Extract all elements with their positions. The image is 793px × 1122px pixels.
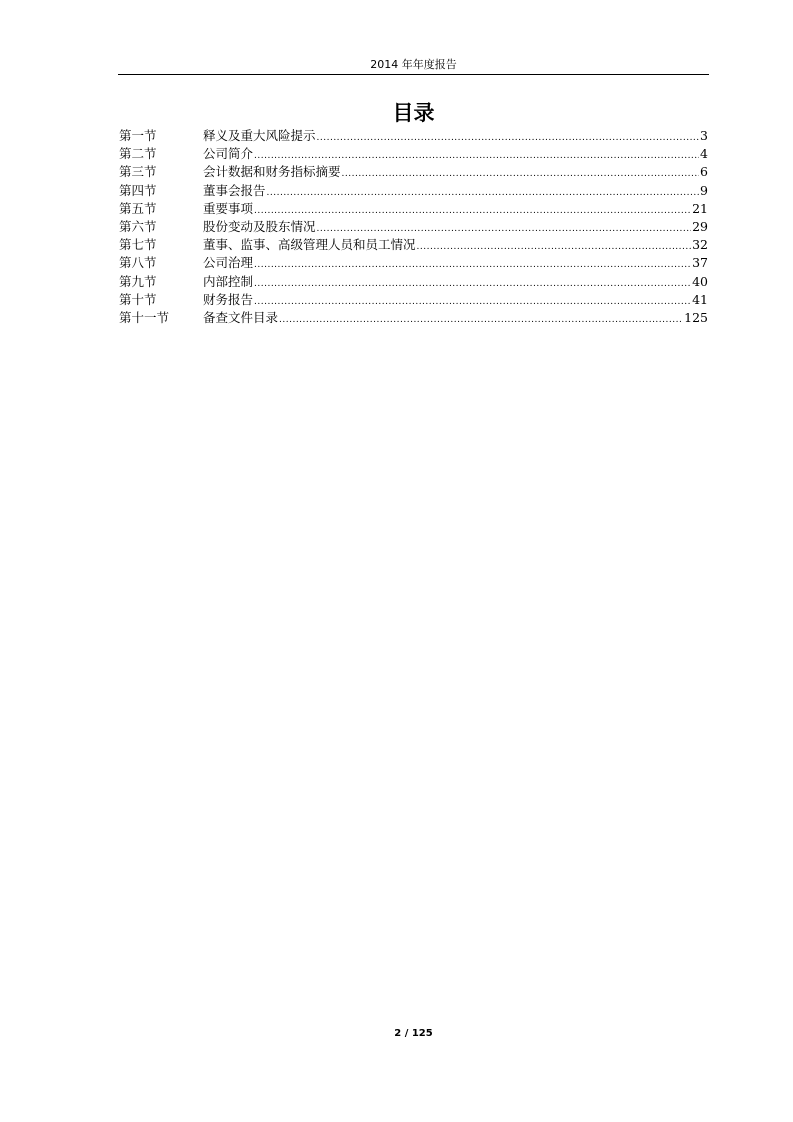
- toc-page-number: 125: [684, 309, 708, 325]
- toc-section-name: 公司简介: [203, 146, 254, 162]
- toc-entry[interactable]: [119, 291, 708, 309]
- footer-page-number: 2 / 125: [394, 1028, 433, 1039]
- toc-section-number: 第五节: [119, 200, 157, 216]
- toc-section-number: 第八节: [119, 255, 157, 271]
- toc-section-name: 董事会报告: [203, 182, 266, 198]
- toc-page-number: 37: [692, 255, 708, 271]
- toc-dot-leader: [342, 165, 700, 183]
- toc-section-name: 备查文件目录: [203, 309, 279, 325]
- toc-page-number: 40: [692, 273, 708, 289]
- toc-section-number: 第十节: [119, 291, 157, 307]
- toc-section-number: 第六节: [119, 218, 157, 234]
- toc-section-number: 第七节: [119, 237, 157, 253]
- toc-dot-leader: [279, 311, 683, 329]
- toc-section-name: 公司治理: [203, 255, 254, 271]
- toc-page-number: 3: [700, 128, 708, 143]
- toc-page-number: 29: [692, 218, 708, 234]
- toc-entry[interactable]: [119, 145, 708, 163]
- toc-section-number: 第二节: [119, 146, 157, 162]
- toc-entry[interactable]: [119, 127, 708, 145]
- toc-list: [119, 127, 708, 327]
- header-title: 2014 年年度报告: [370, 58, 457, 71]
- toc-entry[interactable]: [119, 200, 708, 218]
- toc-entry[interactable]: [119, 273, 708, 291]
- toc-page-number: 21: [692, 200, 708, 216]
- page-footer: [118, 1027, 709, 1041]
- toc-page-number: 9: [700, 182, 708, 198]
- toc-page-number: 4: [700, 146, 708, 162]
- toc-section-number: 第一节: [119, 128, 157, 143]
- toc-section-number: 第四节: [119, 182, 157, 198]
- toc-dot-leader: [254, 293, 691, 311]
- toc-entry[interactable]: [119, 309, 708, 327]
- toc-section-number: 第三节: [119, 164, 157, 180]
- toc-section-name: 释义及重大风险提示: [203, 128, 316, 143]
- toc-section-name: 董事、监事、高级管理人员和员工情况: [203, 237, 416, 253]
- toc-dot-leader: [317, 129, 700, 147]
- toc-dot-leader: [254, 202, 691, 220]
- toc-entry[interactable]: [119, 163, 708, 181]
- toc-section-number: 第十一节: [119, 309, 170, 325]
- toc-section-number: 第九节: [119, 273, 157, 289]
- toc-entry[interactable]: [119, 182, 708, 200]
- toc-entry[interactable]: [119, 218, 708, 236]
- toc-title: 目录: [392, 101, 435, 125]
- toc-entry[interactable]: [119, 254, 708, 272]
- toc-dot-leader: [254, 275, 691, 293]
- page-header: [118, 56, 709, 75]
- toc-entry[interactable]: [119, 236, 708, 254]
- toc-section-name: 重要事项: [203, 200, 254, 216]
- toc-section-name: 财务报告: [203, 291, 254, 307]
- toc-section-name: 会计数据和财务指标摘要: [203, 164, 341, 180]
- toc-page-number: 41: [692, 291, 708, 307]
- toc-page-number: 32: [692, 237, 708, 253]
- toc-dot-leader: [417, 238, 692, 256]
- toc-section-name: 股份变动及股东情况: [203, 218, 316, 234]
- toc-page-number: 6: [700, 164, 708, 180]
- toc-dot-leader: [254, 256, 691, 274]
- toc-section-name: 内部控制: [203, 273, 254, 289]
- toc-dot-leader: [267, 184, 700, 202]
